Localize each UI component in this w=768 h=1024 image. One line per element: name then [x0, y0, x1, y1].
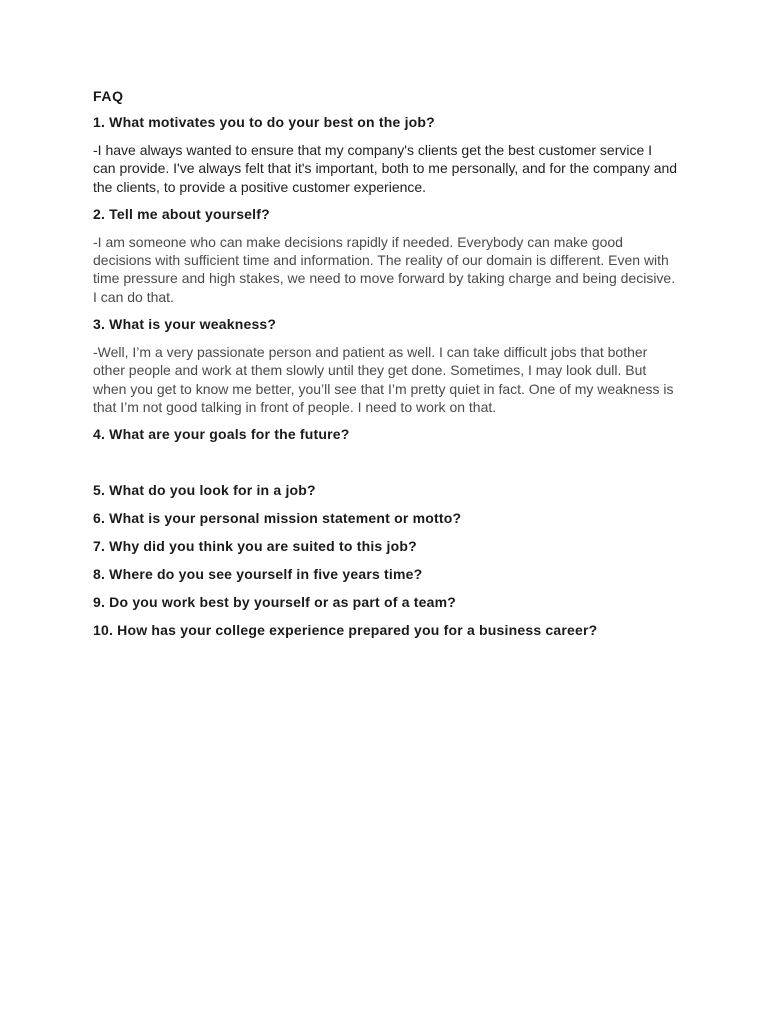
document-title: FAQ [93, 88, 124, 104]
question-10: 10. How has your college experience prepared you for a business career? [93, 622, 598, 639]
answer-1: -I have always wanted to ensure that my company's clients get the best customer service I can provide. I've always felt that it's important, both to me personally, and for the company and the clients, to provide a positive customer experience. [93, 142, 678, 195]
answer-3: -Well, I’m a very passionate person and patient as well. I can take difficult jobs that bother other people and work at them slowly until they get done. Sometimes, I may look dull. But when you get to know me better, you’ll see that I’m pretty quiet in fact. One of my weakness is that I’m not good talking in front of people. I need to work on that. [93, 344, 674, 415]
question-4: 4. What are your goals for the future? [93, 426, 350, 443]
question-5: 5. What do you look for in a job? [93, 482, 316, 499]
question-7: 7. Why did you think you are suited to this job? [93, 538, 417, 555]
question-2: 2. Tell me about yourself? [93, 205, 270, 222]
blank-space [93, 453, 678, 481]
question-8: 8. Where do you see yourself in five years time? [93, 566, 423, 583]
answer-2: -I am someone who can make decisions rapidly if needed. Everybody can make good decisions with sufficient time and information. The reality of our domain is different. Even with time pressure and high stakes, we need to move forward by taking charge and being decisive. I can do that. [93, 233, 676, 305]
question-3: 3. What is your weakness? [93, 316, 277, 333]
question-6: 6. What is your personal mission statement or motto? [93, 510, 462, 527]
question-9: 9. Do you work best by yourself or as part of a team? [93, 594, 457, 611]
question-1: 1. What motivates you to do your best on the job? [93, 114, 435, 130]
